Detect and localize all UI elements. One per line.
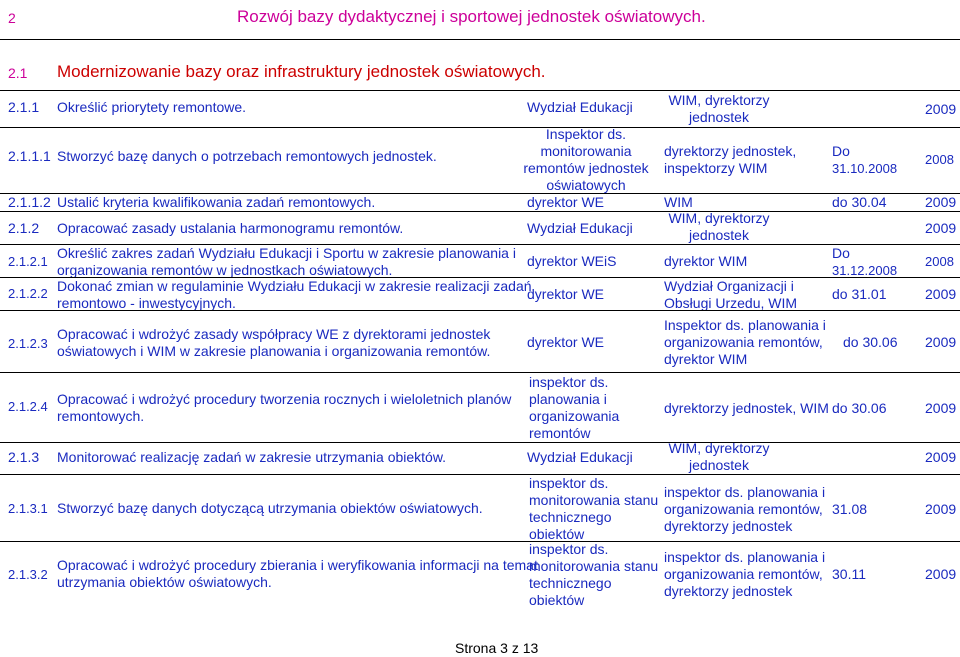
cooperator: dyrektorzy jednostek, WIM xyxy=(664,400,829,416)
row-number: 2.1.2.4 xyxy=(8,399,48,414)
section-number: 2 xyxy=(8,10,16,26)
executor: inspektor ds. xyxy=(529,374,609,390)
year: 2008 xyxy=(925,152,954,167)
executor: organizowania xyxy=(529,408,620,424)
divider xyxy=(0,310,960,311)
year: 2009 xyxy=(925,566,957,582)
cooperator: dyrektorzy jednostek xyxy=(664,583,793,599)
cooperator: WIM, dyrektorzy xyxy=(668,210,770,226)
divider xyxy=(0,211,960,212)
deadline: do 31.01 xyxy=(832,286,887,302)
year: 2009 xyxy=(925,220,957,236)
subsection-number: 2.1 xyxy=(8,65,28,81)
executor: technicznego xyxy=(529,575,612,591)
executor: Wydział Edukacji xyxy=(527,99,633,115)
cooperator: dyrektorzy jednostek xyxy=(664,518,793,534)
year: 2009 xyxy=(925,400,957,416)
executor: planowania i xyxy=(529,391,607,407)
row-number: 2.1.3 xyxy=(8,449,40,465)
task-text: Dokonać zmian w regulaminie Wydziału Edukacji w zakresie realizacji zadań xyxy=(57,278,532,294)
cooperator: inspektorzy WIM xyxy=(664,160,768,176)
divider xyxy=(0,39,960,40)
executor: dyrektor WE xyxy=(527,286,605,302)
executor: inspektor ds. xyxy=(529,475,609,491)
subsection-title: Modernizowanie bazy oraz infrastruktury jednostek oświatowych. xyxy=(57,62,546,81)
year: 2009 xyxy=(925,449,957,465)
divider xyxy=(0,372,960,373)
deadline: do 30.04 xyxy=(832,194,887,210)
executor: Wydział Edukacji xyxy=(527,449,633,465)
row-number: 2.1.1.2 xyxy=(8,194,51,210)
task-text: Określić zakres zadań Wydziału Edukacji i Sportu w zakresie planowania i xyxy=(57,245,516,261)
executor: obiektów xyxy=(529,592,585,608)
executor: remontów jednostek xyxy=(523,160,649,176)
deadline: Do xyxy=(832,245,850,261)
task-text: remontowych. xyxy=(57,408,145,424)
deadline: Do xyxy=(832,143,850,159)
task-text: remontowo - inwestycyjnych. xyxy=(57,295,236,311)
cooperator: dyrektor WIM xyxy=(664,253,748,269)
divider xyxy=(0,90,960,91)
executor: monitorowania stanu xyxy=(529,558,659,574)
executor: technicznego xyxy=(529,509,612,525)
deadline: do 30.06 xyxy=(832,400,887,416)
row-number: 2.1.3.1 xyxy=(8,501,48,516)
cooperator: Inspektor ds. planowania i xyxy=(664,317,826,333)
task-text: Monitorować realizację zadań w zakresie utrzymania obiektów. xyxy=(57,449,447,465)
cooperator: organizowania remontów, xyxy=(664,334,823,350)
row-number: 2.1.1.1 xyxy=(8,148,51,164)
cooperator: Wydział Organizacji i xyxy=(664,278,794,294)
row-number: 2.1.2.2 xyxy=(8,286,48,301)
cooperator: dyrektorzy jednostek, xyxy=(664,143,797,159)
divider xyxy=(0,474,960,475)
cooperator: WIM, dyrektorzy xyxy=(668,92,770,108)
row-number: 2.1.3.2 xyxy=(8,567,48,582)
task-text: Opracować i wdrożyć procedury zbierania i weryfikowania informacji na temat xyxy=(57,557,538,573)
task-text: Stworzyć bazę danych o potrzebach remontowych jednostek. xyxy=(57,148,437,164)
task-text: oświatowych i WIM w zakresie planowania i organizowania remontów. xyxy=(57,343,491,359)
executor: oświatowych xyxy=(546,177,626,193)
executor: monitorowania stanu xyxy=(529,492,659,508)
section-title: Rozwój bazy dydaktycznej i sportowej jednostek oświatowych. xyxy=(237,7,706,26)
row-number: 2.1.1 xyxy=(8,99,40,115)
executor: dyrektor WE xyxy=(527,194,605,210)
task-text: Opracować i wdrożyć zasady współpracy WE z dyrektorami jednostek xyxy=(57,326,491,342)
cooperator: organizowania remontów, xyxy=(664,501,823,517)
row-number: 2.1.2.3 xyxy=(8,336,48,351)
task-text: Opracować i wdrożyć procedury tworzenia rocznych i wieloletnich planów xyxy=(57,391,512,407)
executor: Wydział Edukacji xyxy=(527,220,633,236)
cooperator: dyrektor WIM xyxy=(664,351,748,367)
deadline: 31.10.2008 xyxy=(832,161,898,176)
cooperator: organizowania remontów, xyxy=(664,566,823,582)
year: 2009 xyxy=(925,286,957,302)
cooperator: inspektor ds. planowania i xyxy=(664,484,826,500)
cooperator: jednostek xyxy=(689,227,749,243)
year: 2009 xyxy=(925,101,957,117)
deadline: 30.11 xyxy=(832,566,866,582)
task-text: Stworzyć bazę danych dotyczącą utrzymania obiektów oświatowych. xyxy=(57,500,483,516)
cooperator: WIM xyxy=(664,194,693,210)
page-number: Strona 3 z 13 xyxy=(455,640,539,656)
executor: Inspektor ds. xyxy=(545,126,627,142)
task-text: Określić priorytety remontowe. xyxy=(57,99,247,115)
cooperator: inspektor ds. planowania i xyxy=(664,549,826,565)
executor: dyrektor WEiS xyxy=(527,253,617,269)
cooperator: jednostek xyxy=(689,457,749,473)
executor: obiektów xyxy=(529,526,585,542)
task-text: Ustalić kryteria kwalifikowania zadań remontowych. xyxy=(57,194,376,210)
divider xyxy=(0,541,960,542)
row-number: 2.1.2 xyxy=(8,220,40,236)
task-text: organizowania remontów w jednostkach oświatowych. xyxy=(57,262,393,278)
divider xyxy=(0,127,960,128)
cooperator: Obsługi Urzedu, WIM xyxy=(664,295,798,311)
task-text: Opracować zasady ustalania harmonogramu remontów. xyxy=(57,220,404,236)
year: 2009 xyxy=(925,194,957,210)
executor: dyrektor WE xyxy=(527,334,605,350)
year: 2008 xyxy=(925,254,954,269)
cooperator: WIM, dyrektorzy xyxy=(668,440,770,456)
year: 2009 xyxy=(925,501,957,517)
divider xyxy=(0,442,960,443)
task-text: utrzymania obiektów oświatowych. xyxy=(57,574,272,590)
deadline: 31.08 xyxy=(832,501,868,517)
deadline: 31.12.2008 xyxy=(832,263,898,278)
year: 2009 xyxy=(925,334,957,350)
row-number: 2.1.2.1 xyxy=(8,254,48,269)
cooperator: jednostek xyxy=(689,109,749,125)
deadline: do 30.06 xyxy=(843,334,898,350)
executor: monitorowania xyxy=(540,143,632,159)
executor: remontów xyxy=(529,425,591,441)
executor: inspektor ds. xyxy=(529,541,609,557)
